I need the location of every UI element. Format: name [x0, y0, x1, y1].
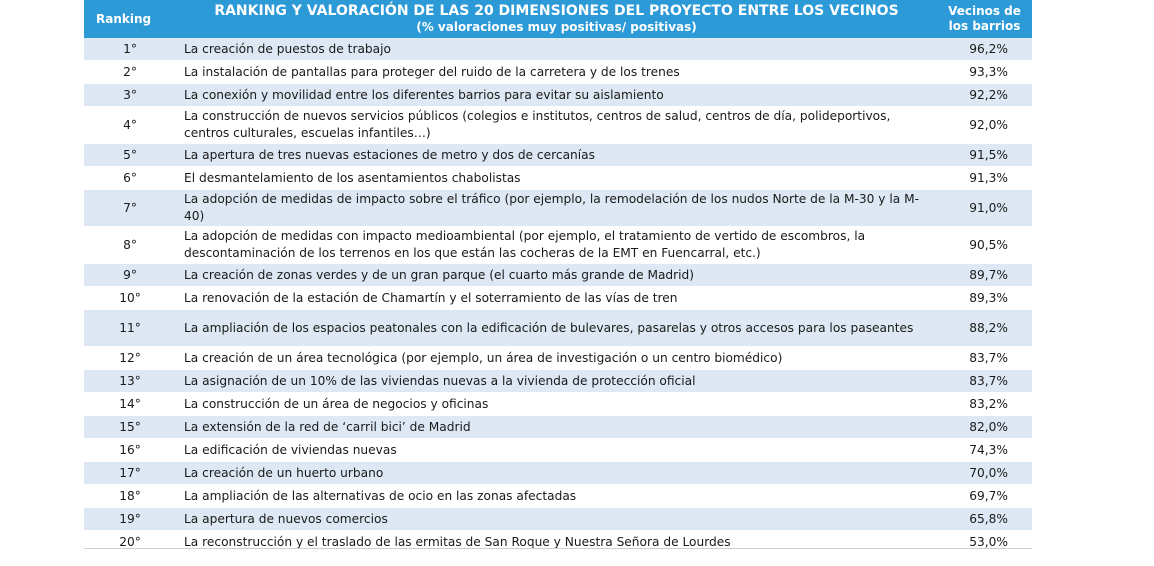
rank-cell: 5° — [84, 144, 176, 167]
table-row — [84, 485, 1032, 508]
description-cell: El desmantelamiento de los asentamientos chabolistas — [176, 167, 937, 190]
description-cell: La adopción de medidas con impacto medioambiental (por ejemplo, el tratamiento de vertido de escombros, la descontaminación de los terrenos en los que están las cocheras de la EMT en Fuencarral, etc.) — [176, 227, 937, 264]
rank-cell: 9° — [84, 264, 176, 287]
description-cell: La creación de un área tecnológica (por ejemplo, un área de investigación o un centro biomédico) — [176, 347, 937, 370]
table-row — [84, 190, 1032, 227]
table-row — [84, 462, 1032, 485]
value-cell: 83,2% — [937, 393, 1032, 416]
value-header-line1: Vecinos de — [948, 4, 1021, 18]
description-cell: La apertura de tres nuevas estaciones de metro y dos de cercanías — [176, 144, 937, 167]
title-text: RANKING Y VALORACIÓN DE LAS 20 DIMENSIONES DEL PROYECTO ENTRE LOS VECINOS — [214, 3, 899, 19]
value-cell: 92,0% — [937, 107, 1032, 144]
value-cell: 89,3% — [937, 287, 1032, 310]
description-cell: La reconstrucción y el traslado de las ermitas de San Roque y Nuestra Señora de Lourdes — [176, 531, 937, 554]
description-cell: La construcción de nuevos servicios públicos (colegios e institutos, centros de salud, centros de día, polideportivos, centros culturales, escuelas infantiles…) — [176, 107, 937, 144]
description-cell: La renovación de la estación de Chamartín y el soterramiento de las vías de tren — [176, 287, 937, 310]
table-title — [176, 0, 937, 38]
table-row — [84, 310, 1032, 347]
description-cell: La conexión y movilidad entre los diferentes barrios para evitar su aislamiento — [176, 84, 937, 107]
ranking-header: Ranking — [84, 0, 176, 38]
description-cell: La creación de un huerto urbano — [176, 462, 937, 485]
description-cell: La ampliación de los espacios peatonales con la edificación de bulevares, pasarelas y otros accesos para los paseantes — [176, 310, 937, 347]
rank-cell: 18° — [84, 485, 176, 508]
value-cell: 82,0% — [937, 416, 1032, 439]
description-cell: La creación de puestos de trabajo — [176, 38, 937, 61]
value-cell: 91,5% — [937, 144, 1032, 167]
table-row — [84, 416, 1032, 439]
rank-cell: 14° — [84, 393, 176, 416]
table-row — [84, 287, 1032, 310]
rank-cell: 7° — [84, 190, 176, 227]
value-cell: 92,2% — [937, 84, 1032, 107]
table-header — [84, 0, 1032, 38]
table-row — [84, 508, 1032, 531]
description-cell: La asignación de un 10% de las viviendas nuevas a la vivienda de protección oficial — [176, 370, 937, 393]
value-cell: 90,5% — [937, 227, 1032, 264]
subtitle-text: (% valoraciones muy positivas/ positivas) — [416, 20, 697, 34]
table-row — [84, 61, 1032, 84]
value-cell: 69,7% — [937, 485, 1032, 508]
rank-cell: 11° — [84, 310, 176, 347]
description-cell: La edificación de viviendas nuevas — [176, 439, 937, 462]
ranking-table — [84, 0, 1032, 554]
table-row — [84, 167, 1032, 190]
value-cell: 93,3% — [937, 61, 1032, 84]
description-cell: La apertura de nuevos comercios — [176, 508, 937, 531]
table-row — [84, 38, 1032, 61]
description-cell: La ampliación de las alternativas de ocio en las zonas afectadas — [176, 485, 937, 508]
value-header — [937, 0, 1032, 38]
table-row — [84, 370, 1032, 393]
value-cell: 91,0% — [937, 190, 1032, 227]
rank-cell: 3° — [84, 84, 176, 107]
value-cell: 83,7% — [937, 370, 1032, 393]
value-cell: 83,7% — [937, 347, 1032, 370]
rank-cell: 13° — [84, 370, 176, 393]
value-cell: 89,7% — [937, 264, 1032, 287]
description-cell: La adopción de medidas de impacto sobre el tráfico (por ejemplo, la remodelación de los nudos Norte de la M-30 y la M-40) — [176, 190, 937, 227]
description-cell: La instalación de pantallas para proteger del ruido de la carretera y de los trenes — [176, 61, 937, 84]
rank-cell: 16° — [84, 439, 176, 462]
rank-cell: 8° — [84, 227, 176, 264]
table-row — [84, 84, 1032, 107]
table-row — [84, 227, 1032, 264]
value-cell: 65,8% — [937, 508, 1032, 531]
description-cell: La construcción de un área de negocios y oficinas — [176, 393, 937, 416]
rank-cell: 19° — [84, 508, 176, 531]
value-cell: 74,3% — [937, 439, 1032, 462]
table-row — [84, 264, 1032, 287]
value-cell: 70,0% — [937, 462, 1032, 485]
table-row — [84, 531, 1032, 554]
rank-cell: 20° — [84, 531, 176, 554]
value-cell: 91,3% — [937, 167, 1032, 190]
description-cell: La creación de zonas verdes y de un gran parque (el cuarto más grande de Madrid) — [176, 264, 937, 287]
value-header-line2: los barrios — [948, 19, 1021, 33]
rank-cell: 2° — [84, 61, 176, 84]
table-row — [84, 107, 1032, 144]
rank-cell: 12° — [84, 347, 176, 370]
rank-cell: 1° — [84, 38, 176, 61]
rank-cell: 10° — [84, 287, 176, 310]
table-row — [84, 347, 1032, 370]
table-row — [84, 144, 1032, 167]
table-row — [84, 393, 1032, 416]
value-cell: 88,2% — [937, 310, 1032, 347]
bottom-divider — [84, 548, 1032, 549]
value-cell: 53,0% — [937, 531, 1032, 554]
table-row — [84, 439, 1032, 462]
rank-cell: 6° — [84, 167, 176, 190]
value-cell: 96,2% — [937, 38, 1032, 61]
rank-cell: 4° — [84, 107, 176, 144]
description-cell: La extensión de la red de ‘carril bici’ de Madrid — [176, 416, 937, 439]
rank-cell: 17° — [84, 462, 176, 485]
rank-cell: 15° — [84, 416, 176, 439]
